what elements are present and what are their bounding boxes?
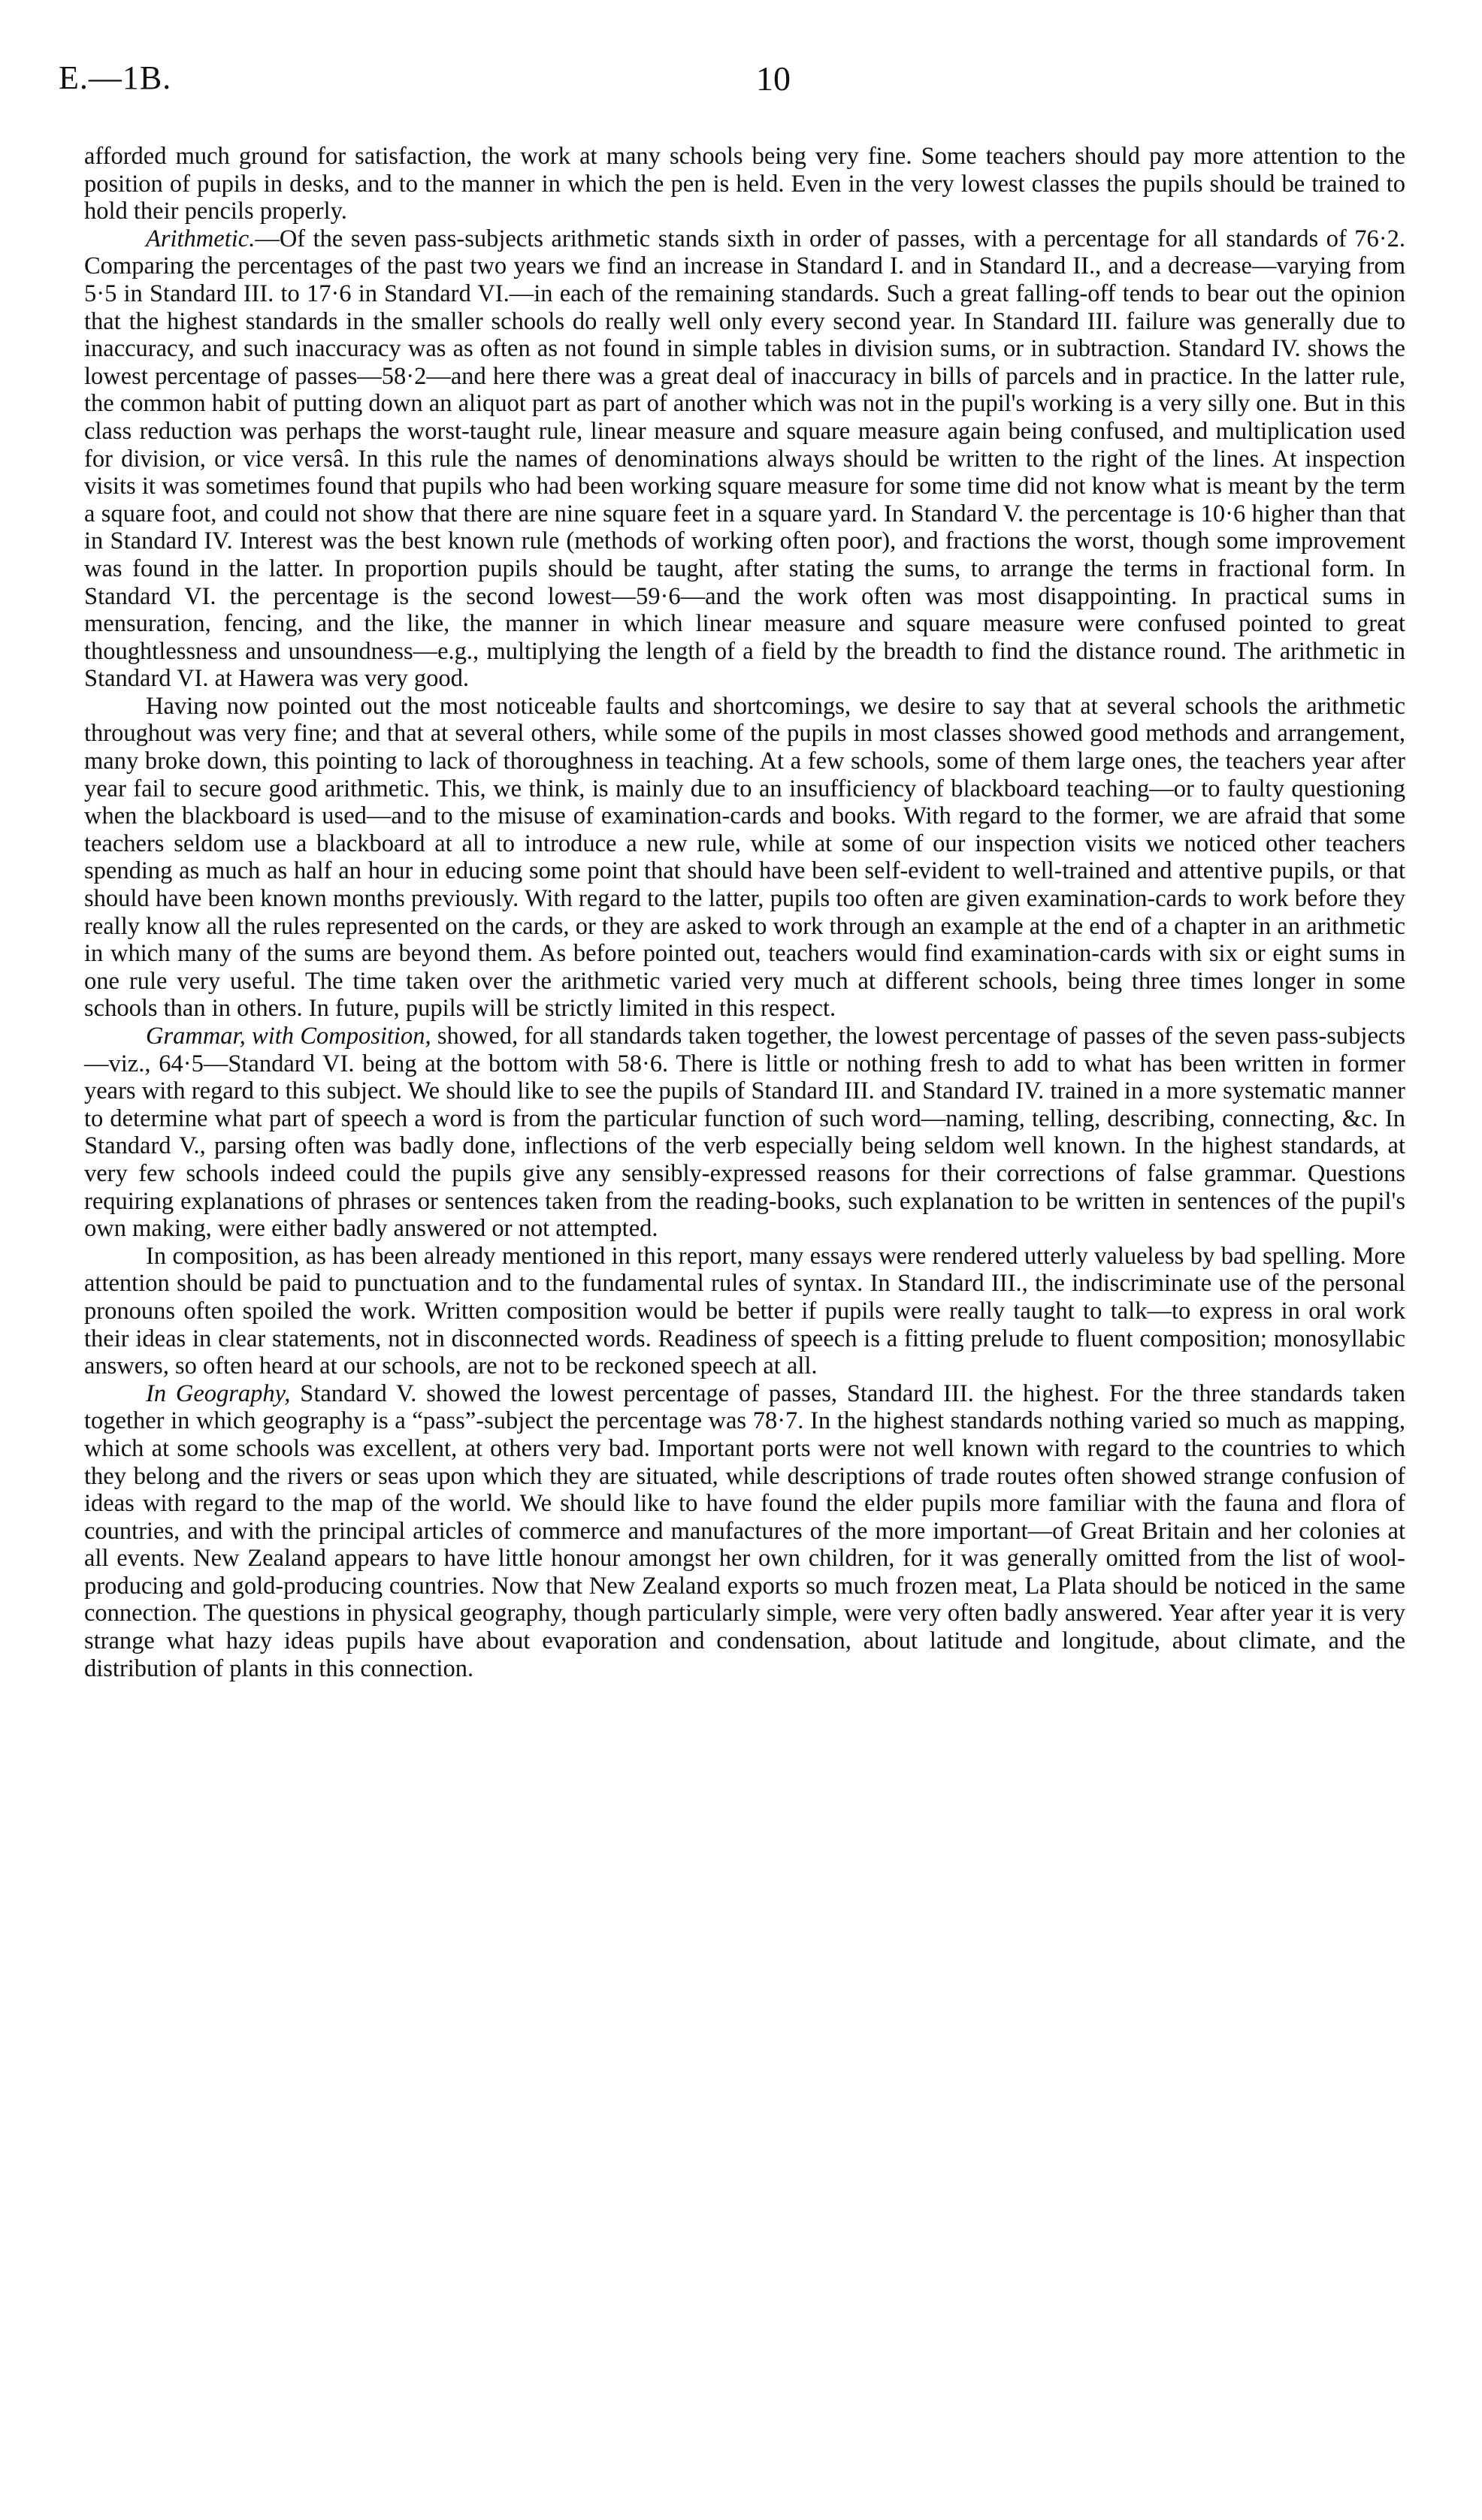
paragraph-grammar: Grammar, with Composition, showed, for all standards taken together, the lowest percentage of passes of the seven pass-subjects—viz., 64·5—Standard VI. being at the bottom with 58·6. There is little or nothing fresh to add to what has been written in former years with regard to this subject. We should like to see the pupils of Standard III. and Standard IV. trained in a more systematic manner to determine what part of speech a word is from the particular function of such word—naming, telling, describing, connecting, &c. In Standard V., parsing often was badly done, inflections of the verb especially being seldom well known. In the highest standards, at very few schools indeed could the pupils give any sensibly-expressed reasons for their corrections of false grammar. Questions requiring explanations of phrases or sentences taken from the reading-books, such explanation to be written in sentences of the pupil's own making, were either badly answered or not attempted.: [84, 1023, 1405, 1243]
paragraph-composition: In composition, as has been already mentioned in this report, many essays were rendered utterly valueless by bad spelling. More attention should be paid to punctuation and to the fundamental rules of syntax. In Standard III., the indiscriminate use of the personal pronouns often spoiled the work. Written composition would be better if pupils were really taught to talk—to express in oral work their ideas in clear statements, not in disconnected words. Readiness of speech is a fitting prelude to fluent composition; monosyllabic answers, so often heard at our schools, are not to be reckoned speech at all.: [84, 1242, 1405, 1380]
page-number: 10: [756, 59, 791, 98]
paragraph-arithmetic: Arithmetic.—Of the seven pass-subjects arithmetic stands sixth in order of passes, with a percentage for all standards of 76·2. Comparing the percentages of the past two years we find an increase in Standard I. and in Standard II., and a decrease—varying from 5·5 in Standard III. to 17·6 in Standard VI.—in each of the remaining standards. Such a great falling-off tends to bear out the opinion that the highest standards in the smaller schools do really well only every second year. In Standard III. failure was generally due to inaccuracy, and such inaccuracy was as often as not found in simple tables in division sums, or in subtraction. Standard IV. shows the lowest percentage of passes—58·2—and here there was a great deal of inaccuracy in bills of parcels and in practice. In the latter rule, the common habit of putting down an aliquot part as part of another which was not in the pupil's working is a very silly one. But in this class reduction was perhaps the worst-taught rule, linear measure and square measure again being confused, and multiplication used for division, or vice versâ. In this rule the names of denominations always should be written to the right of the lines. At inspection visits it was sometimes found that pupils who had been working square measure for some time did not know what is meant by the term a square foot, and could not show that there are nine square feet in a square yard. In Standard V. the percentage is 10·6 higher than that in Standard IV. Interest was the best known rule (methods of working often poor), and fractions the worst, though some improvement was found in the latter. In proportion pupils should be taught, after stating the sums, to arrange the terms in fractional form. In Standard VI. the percentage is the second lowest—59·6—and the work often was most disappointing. In practical sums in mensuration, fencing, and the like, the manner in which linear measure and square measure were confused pointed to great thoughtlessness and unsoundness—e.g., multiplying the length of a field by the breadth to find the distance round. The arithmetic in Standard VI. at Hawera was very good.: [84, 225, 1405, 693]
document-reference: E.—1B.: [59, 59, 172, 96]
page-header: [59, 59, 1419, 111]
section-heading-grammar: Grammar, with Composition,: [146, 1023, 431, 1050]
section-heading-geography: In Geography,: [146, 1379, 291, 1407]
paragraph-geography: In Geography, Standard V. showed the lowest percentage of passes, Standard III. the highest. For the three standards taken together in which geography is a “pass”-subject the percentage was 78·7. In the highest standards nothing varied so much as mapping, which at some schools was excellent, at others very bad. Important ports were not well known with regard to the countries to which they belong and the rivers or seas upon which they are situated, while descriptions of trade routes often showed strange confusion of ideas with regard to the map of the world. We should like to have found the elder pupils more familiar with the fauna and flora of countries, and with the principal articles of commerce and manufactures of the more important—of Great Britain and her colonies at all events. New Zealand appears to have little honour amongst her own children, for it was generally omitted from the list of wool-producing and gold-producing countries. Now that New Zealand exports so much frozen meat, La Plata should be noticed in the same connection. The questions in physical geography, though particularly simple, were very often badly answered. Year after year it is very strange what hazy ideas pupils have about evaporation and condensation, about latitude and longitude, about climate, and the distribution of plants in this connection.: [84, 1379, 1406, 1682]
section-heading-arithmetic: Arithmetic.: [146, 225, 256, 252]
paragraph-arithmetic-faults: Having now pointed out the most noticeable faults and shortcomings, we desire to say that at several schools the arithmetic throughout was very fine; and that at several others, while some of the pupils in most classes showed good methods and arrangement, many broke down, this pointing to lack of thoroughness in teaching. At a few schools, some of them large ones, the teachers year after year fail to secure good arithmetic. This, we think, is mainly due to an insufficiency of blackboard teaching—or to faulty questioning when the blackboard is used—and to the misuse of examination-cards and books. With regard to the former, we are afraid that some teachers seldom use a blackboard at all to introduce a new rule, while at some of our inspection visits we noticed other teachers spending as much as half an hour in educing some point that should have been self-evident to well-trained and attentive pupils, or that should have been known months previously. With regard to the latter, pupils too often are given examination-cards to work before they really know all the rules represented on the cards, or they are asked to work through an example at the end of a chapter in an arithmetic in which many of the sums are beyond them. As before pointed out, teachers would find examination-cards with six or eight sums in one rule very useful. The time taken over the arithmetic varied very much at different schools, being three times longer in some schools than in others. In future, pupils will be strictly limited in this respect.: [84, 692, 1405, 1023]
paragraph-penmanship-conclusion: afforded much ground for satisfaction, the work at many schools being very fine. Some teachers should pay more attention to the position of pupils in desks, and to the manner in which the pen is held. Even in the very lowest classes the pupils should be trained to hold their pencils properly.: [84, 143, 1405, 225]
report-body: [84, 143, 1405, 1682]
